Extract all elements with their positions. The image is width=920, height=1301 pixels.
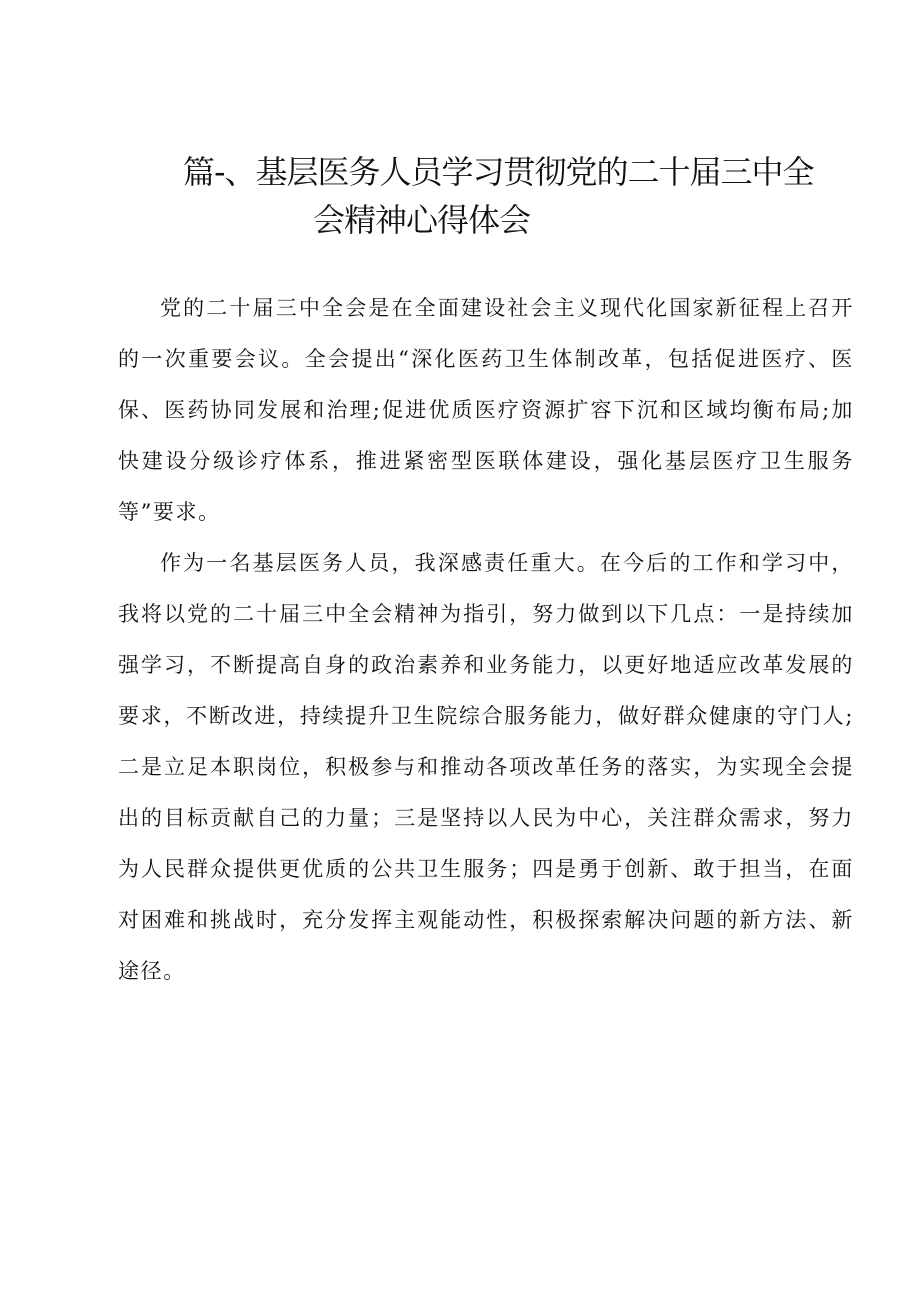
- paragraph-2: 作为一名基层医务人员，我深感责任重大。在今后的工作和学习中，我将以党的二十届三中全会精神为指引，努力做到以下几点：一是持续加强学习，不断提高自身的政治素养和业务能力，以更好地适应改革发展的要求，不断改进，持续提升卫生院综合服务能力，做好群众健康的守门人;二是立足本职岗位，积极参与和推动各项改革任务的落实，为实现全会提出的目标贡献自己的力量；三是坚持以人民为中心，关注群众需求，努力为人民群众提供更优质的公共卫生服务；四是勇于创新、敢于担当，在面对困难和挑战时，充分发挥主观能动性，积极探索解决问题的新方法、新途径。: [118, 551, 854, 983]
- paragraph-1: 党的二十届三中全会是在全面建设社会主义现代化国家新征程上召开的一次重要会议。全会提出“深化医药卫生体制改革，包括促进医疗、医保、医药协同发展和治理;促进优质医疗资源扩容下沉和区域均衡布局;加快建设分级诊疗体系，推进紧密型医联体建设，强化基层医疗卫生服务等”要求。: [118, 296, 854, 524]
- document-title: [183, 148, 863, 244]
- title-line-1: 篇-、基层医务人员学习贯彻党的二十届三中全: [183, 153, 814, 191]
- document-body: [118, 283, 854, 997]
- title-line-2: 会精神心得体会: [313, 201, 531, 239]
